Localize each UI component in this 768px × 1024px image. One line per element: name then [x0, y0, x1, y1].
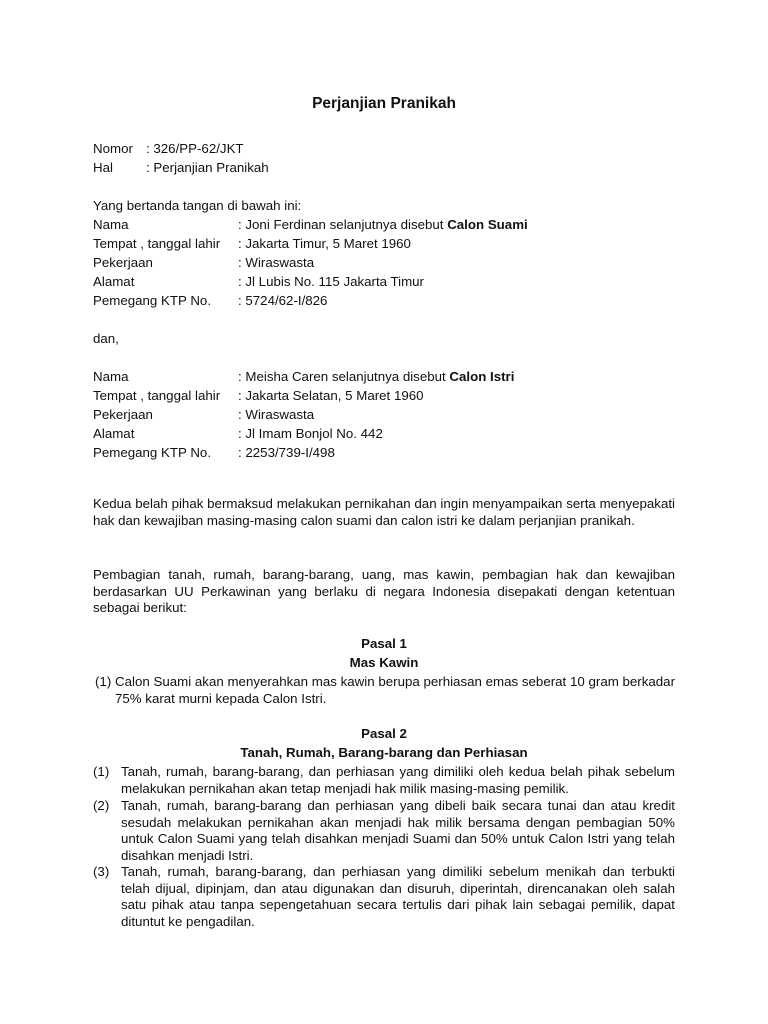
intro-text: Yang bertanda tangan di bawah ini: — [93, 198, 302, 213]
dan-text: dan, — [93, 331, 119, 346]
suami-alamat-row — [93, 272, 424, 291]
item-text: Tanah, rumah, barang-barang dan perhiasan yang dibeli baik secara tunai dan atau kredit sesudah melakukan pernikahan akan menjadi hak milik bersama dengan pembagian 50% untuk Calon Suami yang telah disahkan menjadi Suami dan 50% untuk Calon Istri yang telah disahkan menjadi Istri. — [121, 798, 675, 863]
istri-role: Calon Istri — [449, 369, 515, 384]
pasal2-item-1 — [93, 764, 675, 797]
istri-pekerjaan-label: Pekerjaan — [93, 407, 153, 422]
paragraph-division: Pembagian tanah, rumah, barang-barang, uang, mas kawin, pembagian hak dan kewajiban berdasarkan UU Perkawinan yang berlaku di negara Indonesia disepakati dengan ketentuan sebagai berikut: — [93, 567, 675, 615]
suami-nama-value: : Joni Ferdinan selanjutnya disebut — [238, 217, 448, 232]
suami-nama-label: Nama — [93, 217, 129, 232]
hal-label: Hal — [93, 160, 113, 175]
hal-value: : Perjanjian Pranikah — [146, 160, 269, 175]
istri-ttl-row — [93, 386, 424, 405]
istri-ktp-label: Pemegang KTP No. — [93, 445, 212, 460]
istri-pekerjaan-row — [93, 405, 314, 424]
suami-ktp-value: : 5724/62-I/826 — [238, 293, 328, 308]
suami-pekerjaan-row — [93, 253, 314, 272]
suami-pekerjaan-label: Pekerjaan — [93, 255, 153, 270]
istri-nama-label: Nama — [93, 369, 129, 384]
istri-nama-row — [93, 367, 514, 386]
istri-alamat-row — [93, 424, 383, 443]
istri-ktp-value: : 2253/739-I/498 — [238, 445, 335, 460]
pasal2-item-2 — [93, 798, 675, 864]
hal-row — [93, 158, 269, 177]
pasal1-item-1 — [93, 674, 675, 707]
istri-alamat-label: Alamat — [93, 426, 135, 441]
suami-alamat-label: Alamat — [93, 274, 135, 289]
istri-ttl-label: Tempat , tanggal lahir — [93, 388, 221, 403]
suami-nama-row — [93, 215, 528, 234]
suami-pekerjaan-value: : Wiraswasta — [238, 255, 315, 270]
pasal1-subheading: Mas Kawin — [349, 655, 419, 670]
istri-ktp-row — [93, 443, 335, 462]
item-number: (3) — [93, 864, 110, 879]
pasal2-subheading: Tanah, Rumah, Barang-barang dan Perhiasan — [240, 745, 528, 760]
item-number: (1) — [93, 764, 110, 779]
suami-ktp-row — [93, 291, 327, 310]
paragraph-intent: Kedua belah pihak bermaksud melakukan pernikahan dan ingin menyampaikan serta menyepakati hak dan kewajiban masing-masing calon suami dan calon istri ke dalam perjanjian pranikah. — [93, 496, 675, 528]
pasal2-item-3 — [93, 864, 675, 930]
suami-ttl-row — [93, 234, 411, 253]
nomor-value: : 326/PP-62/JKT — [146, 141, 244, 156]
suami-ttl-value: : Jakarta Timur, 5 Maret 1960 — [238, 236, 411, 251]
suami-ttl-label: Tempat , tanggal lahir — [93, 236, 221, 251]
suami-role: Calon Suami — [447, 217, 528, 232]
suami-ktp-label: Pemegang KTP No. — [93, 293, 212, 308]
item-text: Calon Suami akan menyerahkan mas kawin berupa perhiasan emas seberat 10 gram berkadar 75% karat murni kepada Calon Istri. — [115, 674, 675, 706]
item-text: Tanah, rumah, barang-barang, dan perhiasan yang dimiliki sebelum menikah dan terbukti telah dijual, dipinjam, dan atau digunakan dan disuruh, diperintah, direncanakan oleh salah satu pihak atau tanpa sepengetahuan secara tertulis dari pihak lain sebagai pemilik, dapat dituntut ke pengadilan. — [121, 864, 675, 929]
document-title: Perjanjian Pranikah — [312, 95, 456, 112]
pasal2-heading: Pasal 2 — [361, 726, 407, 741]
suami-alamat-value: : Jl Lubis No. 115 Jakarta Timur — [238, 274, 424, 289]
item-number: (1) — [95, 674, 112, 689]
nomor-label: Nomor — [93, 141, 133, 156]
istri-pekerjaan-value: : Wiraswasta — [238, 407, 315, 422]
nomor-row — [93, 139, 244, 158]
item-number: (2) — [93, 798, 110, 813]
istri-ttl-value: : Jakarta Selatan, 5 Maret 1960 — [238, 388, 424, 403]
pasal1-heading: Pasal 1 — [361, 636, 407, 651]
istri-alamat-value: : Jl Imam Bonjol No. 442 — [238, 426, 383, 441]
item-text: Tanah, rumah, barang-barang, dan perhiasan yang dimiliki oleh kedua belah pihak sebelum melakukan pernikahan akan tetap menjadi hak milik masing-masing pemilik. — [121, 764, 675, 796]
istri-nama-value: : Meisha Caren selanjutnya disebut — [238, 369, 450, 384]
